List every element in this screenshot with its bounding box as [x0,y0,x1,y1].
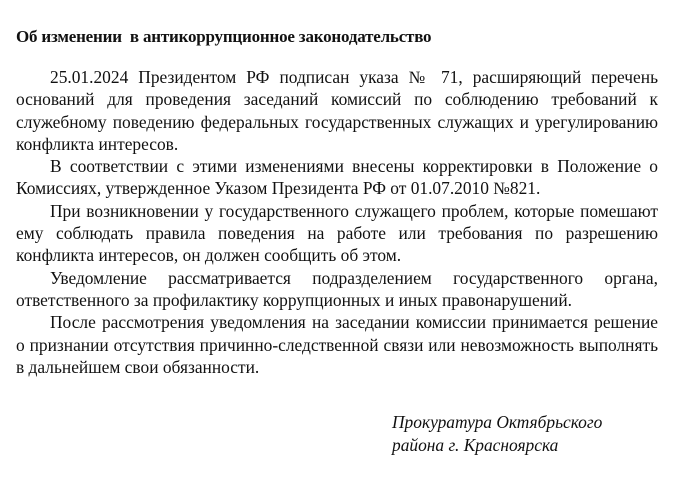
document-body [16,66,658,378]
signature-block [392,411,602,456]
paragraph-decision: После рассмотрения уведомления на заседании комиссии принимается решение о признании отсутствия причинно-следственной связи или невозможность выполнять в дальнейшем свои обязанности. [16,312,658,377]
signature-line-organization: Прокуратура Октябрьского [392,412,603,432]
document-title: Об изменении в антикоррупционное законодательство [16,27,432,46]
signature-line-district: района г. Красноярска [392,434,559,455]
paragraph-obligation: При возникновении у государственного служащего проблем, которые помешают ему соблюдать правила поведения на работе или требования по разрешению конфликта интересов, он должен сообщить об этом. [16,200,658,266]
paragraph-notification: Уведомление рассматривается подразделением государственного органа, ответственного за профилактику коррупционных и иных правонарушений. [16,267,658,310]
paragraph-decree: 25.01.2024 Президентом РФ подписан указа № 71, расширяющий перечень оснований для проведения заседаний комиссий по соблюдению требований к служебному поведению федеральных государственных служащих и урегулированию конфликта интересов. [16,67,658,154]
paragraph-amendments: В соответствии с этими изменениями внесены корректировки в Положение о Комиссиях, утвержденное Указом Президента РФ от 01.07.2010 №821. [16,156,658,199]
